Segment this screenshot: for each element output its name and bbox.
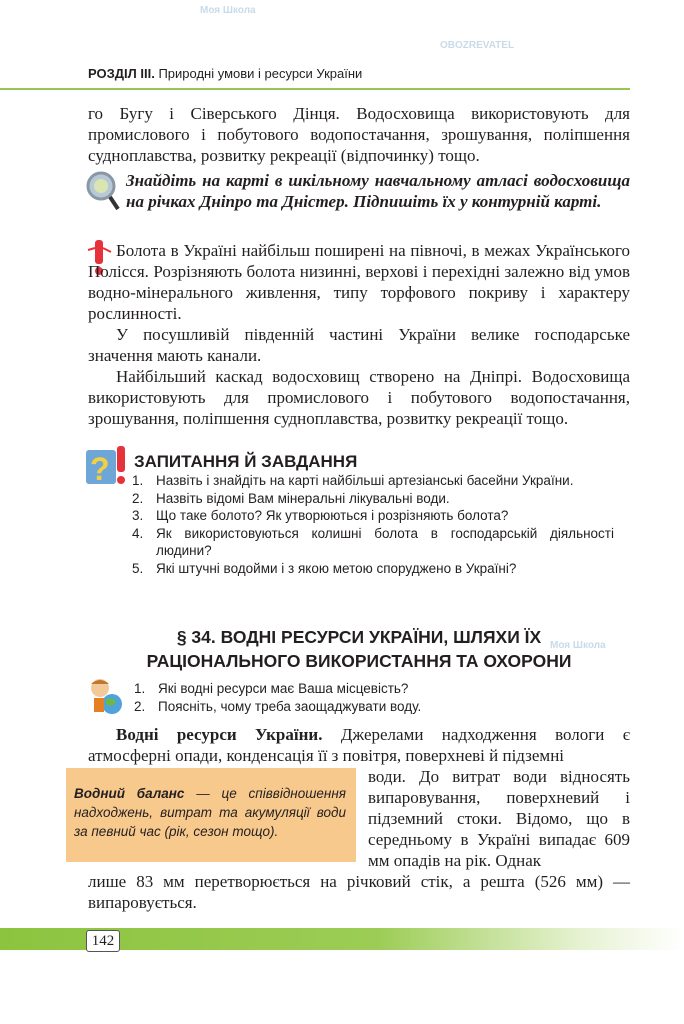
list-item xyxy=(132,472,614,490)
definition-box xyxy=(66,768,356,862)
paragraph-lead: Водні ресурси України. xyxy=(116,725,323,744)
paragraph: води. До витрат води відносять випаровування, поверхневий і підземний стоки. Відомо, що в середньому в Україні випадає 609 мм опадів на рік. Однак xyxy=(368,767,630,870)
list-item xyxy=(132,507,614,525)
paragraph xyxy=(88,724,630,766)
paragraph: Найбільший каскад водосховищ створено на Дніпрі. Водосховища використовують для промислового і побутового водопостачання, зрошування, поліпшення судноплавства, розвитку рекреації тощо. xyxy=(88,367,630,428)
list-item xyxy=(132,490,614,508)
paragraph: У посушливій південній частині України велике господарське значення мають канали. xyxy=(88,325,630,365)
item-text: Які штучні водойми і з якою метою споруджено в Україні? xyxy=(156,560,517,576)
definition-text xyxy=(74,784,346,841)
item-text: Поясніть, чому треба заощаджувати воду. xyxy=(158,698,422,714)
list-item xyxy=(132,525,614,560)
questions-heading: ЗАПИТАННЯ Й ЗАВДАННЯ xyxy=(134,452,358,471)
paragraph: Болота в Україні найбільш поширені на півночі, в межах Українського Полісся. Розрізняють болота низинні, верхові і перехідні залежно від умов водно-мінерального живлення, типу торфового покриву і характеру рослинності. xyxy=(88,241,630,323)
list-item xyxy=(132,560,614,578)
list-item xyxy=(134,698,614,716)
question-exclamation-icon xyxy=(86,446,130,486)
definition-term: Водний баланс xyxy=(74,786,185,801)
svg-text:?: ? xyxy=(90,451,110,486)
item-number: 1. xyxy=(134,681,146,696)
watermark: Моя Школа xyxy=(200,5,256,16)
header-divider xyxy=(0,88,630,90)
list-item xyxy=(134,680,614,698)
item-number: 1. xyxy=(132,473,144,488)
running-header xyxy=(88,66,362,81)
section-heading-line: РАЦІОНАЛЬНОГО ВИКОРИСТАННЯ ТА ОХОРОНИ xyxy=(146,651,572,671)
item-number: 2. xyxy=(132,490,144,506)
item-number: 2. xyxy=(134,698,146,714)
student-globe-icon xyxy=(86,676,126,716)
paragraph: го Бугу і Сіверського Дінця. Водосховища використовують для промислового і побутового водопостачання, зрошування, поліпшення судноплавства, розвитку рекреації (відпочинку) тощо. xyxy=(88,104,630,165)
item-number: 3. xyxy=(132,508,144,523)
paragraph: лише 83 мм перетворюється на річковий стік, а решта (526 мм) — випаровується. xyxy=(88,872,630,912)
item-text: Як використовуються колишні болота в господарській діяльності людини? xyxy=(156,525,614,558)
section-title: Природні умови і ресурси України xyxy=(158,66,363,81)
section-label: РОЗДІЛ III. xyxy=(88,66,155,81)
paragraph-text: Джерелами надходження вологи є атмосферні опади, конденсація її з повітря, поверхневі й підземні xyxy=(88,725,630,765)
task-prompt: Знайдіть на карті в шкільному навчальному атласі водосховища на річках Дніпро та Дністер. Підпишіть їх у контурній карті. xyxy=(126,171,630,211)
questions-list xyxy=(132,472,614,577)
definition-body: — це співвідношення надходжень, витрат та акумуляції води за певний час (рік, сезон тощо). xyxy=(74,786,347,839)
item-text: Які водні ресурси має Ваша місцевість? xyxy=(158,681,409,696)
item-text: Назвіть і знайдіть на карті найбільші артезіанські басейни України. xyxy=(156,473,574,488)
item-text: Що таке болото? Як утворюються і розрізняють болота? xyxy=(156,508,509,523)
section-heading-line: § 34. ВОДНІ РЕСУРСИ УКРАЇНИ, ШЛЯХИ ЇХ xyxy=(176,627,542,647)
item-text: Назвіть відомі Вам мінеральні лікувальні води. xyxy=(156,490,450,506)
magnifier-icon xyxy=(86,170,120,212)
item-number: 5. xyxy=(132,560,144,576)
watermark: OBOZREVATEL xyxy=(440,40,515,51)
section-heading xyxy=(88,625,630,673)
prequestions-list xyxy=(134,680,614,715)
item-number: 4. xyxy=(132,525,144,541)
page-number: 142 xyxy=(86,930,120,952)
watermark: Моя Школа xyxy=(550,640,606,651)
